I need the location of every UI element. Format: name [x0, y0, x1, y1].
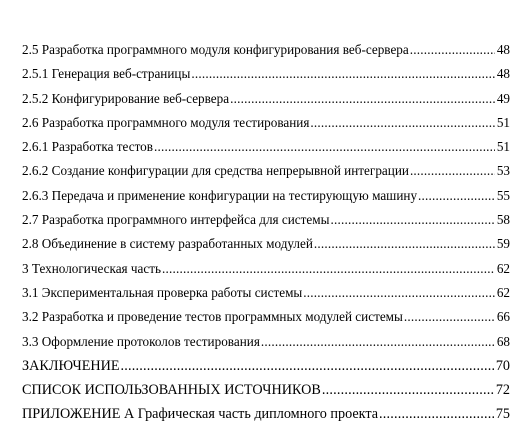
- toc-page-number: 68: [496, 333, 510, 349]
- toc-entry-title: 3 Технологическая часть: [22, 260, 162, 276]
- toc-entry-2-6-2: [22, 163, 510, 187]
- toc-dot-leader: [261, 334, 495, 350]
- toc-dot-leader: [310, 115, 494, 131]
- toc-entry-2-6-1: [22, 139, 510, 163]
- toc-dot-leader: [404, 309, 495, 325]
- toc-entry-appendix-a: [22, 406, 510, 430]
- toc-entry-title: 2.6.3 Передача и применение конфигурации на тестирующую машину: [22, 187, 418, 203]
- toc-dot-leader: [121, 358, 494, 374]
- toc-entry-title: 2.5 Разработка программного модуля конфигурирования веб-сервера: [22, 42, 409, 57]
- toc-page-number: 49: [496, 90, 510, 106]
- toc-entry-2-7: [22, 212, 510, 236]
- toc-page-number: 72: [495, 382, 510, 399]
- table-of-contents: [22, 42, 510, 431]
- toc-entry-title: 2.5.1 Генерация веб-страницы: [22, 66, 191, 82]
- toc-dot-leader: [330, 212, 494, 228]
- toc-entry-2-8: [22, 236, 510, 260]
- toc-page-number: 66: [496, 309, 510, 325]
- toc-entry-title: ЗАКЛЮЧЕНИЕ: [22, 357, 120, 374]
- toc-entry-title: 2.8 Объединение в систему разработанных модулей: [22, 236, 313, 252]
- toc-dot-leader: [230, 91, 495, 107]
- toc-dot-leader: [162, 261, 495, 277]
- toc-page-number: 62: [496, 260, 510, 276]
- toc-entry-references: [22, 382, 510, 406]
- toc-page-number: 48: [496, 66, 510, 82]
- toc-entry-title: 2.6.2 Создание конфигурации для средства непрерывной интеграции: [22, 163, 409, 179]
- toc-page-number: 55: [496, 187, 510, 203]
- toc-entry-2-6: [22, 115, 510, 139]
- toc-page-number: 58: [496, 212, 510, 228]
- toc-dot-leader: [314, 236, 495, 252]
- toc-entry-title: 3.3 Оформление протоколов тестирования: [22, 333, 260, 349]
- toc-entry-conclusion: [22, 358, 510, 382]
- toc-entry-title: 2.5.2 Конфигурирование веб-сервера: [22, 90, 230, 106]
- toc-dot-leader: [154, 139, 495, 155]
- toc-dot-leader: [418, 188, 495, 204]
- toc-entry-title: 3.2 Разработка и проведение тестов программных модулей системы: [22, 309, 403, 325]
- toc-entry-title: 2.7 Разработка программного интерфейса для системы: [22, 212, 330, 228]
- toc-dot-leader: [191, 66, 494, 82]
- toc-page-number: 48: [496, 42, 510, 57]
- toc-page-number: 53: [496, 163, 510, 179]
- toc-entry-3-1: [22, 285, 510, 309]
- toc-entry-3-2: [22, 309, 510, 333]
- toc-entry-title: СПИСОК ИСПОЛЬЗОВАННЫХ ИСТОЧНИКОВ: [22, 382, 321, 399]
- toc-entry-2-5: [22, 42, 510, 66]
- toc-page-number: 70: [495, 357, 510, 374]
- toc-entry-3-3: [22, 334, 510, 358]
- toc-dot-leader: [379, 406, 494, 422]
- toc-page-number: 51: [496, 114, 510, 130]
- toc-dot-leader: [410, 163, 495, 179]
- toc-entry-title: ПРИЛОЖЕНИЕ А Графическая часть дипломного проекта: [22, 406, 379, 423]
- toc-entry-title: 3.1 Экспериментальная проверка работы системы: [22, 284, 303, 300]
- toc-entry-3: [22, 261, 510, 285]
- toc-entry-2-6-3: [22, 188, 510, 212]
- toc-dot-leader: [322, 382, 494, 398]
- toc-dot-leader: [303, 285, 495, 301]
- toc-entry-2-5-2: [22, 91, 510, 115]
- toc-entry-title: 2.6.1 Разработка тестов: [22, 139, 153, 155]
- toc-page-number: 59: [496, 236, 510, 252]
- toc-dot-leader: [410, 42, 495, 58]
- toc-page-number: 51: [496, 139, 510, 155]
- toc-entry-2-5-1: [22, 66, 510, 90]
- toc-entry-title: 2.6 Разработка программного модуля тестирования: [22, 114, 310, 130]
- toc-page-number: 62: [496, 284, 510, 300]
- toc-page-number: 75: [495, 406, 510, 423]
